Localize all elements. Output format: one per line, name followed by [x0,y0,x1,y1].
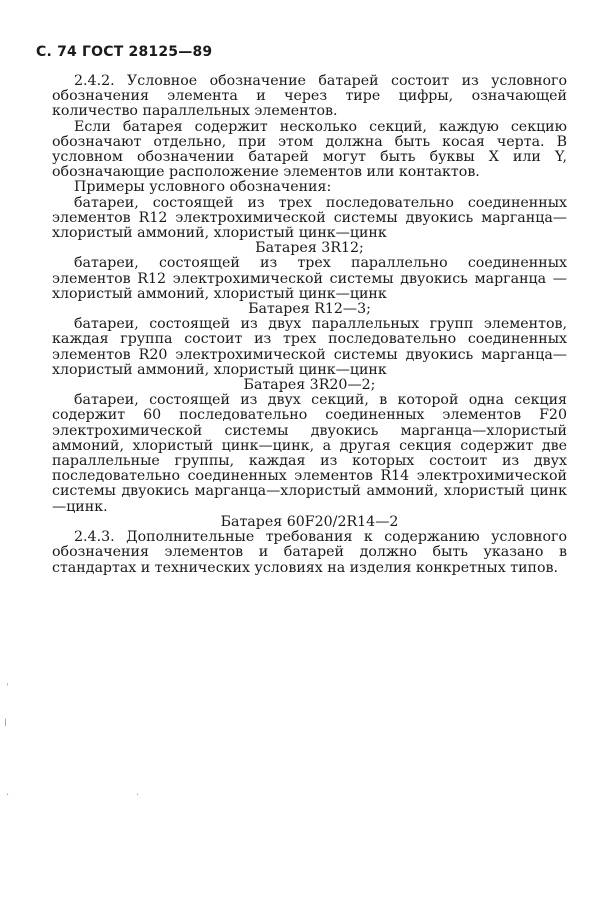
scan-mark: · [136,790,140,801]
document-body [52,74,567,576]
page-header: С. 74 ГОСТ 28125—89 [36,44,213,60]
paragraph-sections: Если батарея содержит несколько секций, каждую секцию обозначают отдельно, при этом должна быть косая черта. В условном обозначении батарей могут быть буквы X или Y, обозначающие расположение элементов или контактов. [52,118,567,181]
example-2-text: батареи, состоящей из трех параллельно соединенных элементов R12 электрохимической системы двуокись марганца — хлористый аммоний, хлористый цинк—цинк [52,255,567,302]
example-4-designation: Батарея 60F20/2R14—2 [220,513,399,530]
paragraph-2-4-2: 2.4.2. Условное обозначение батарей состоит из условного обозначения элемента и через тире цифры, означающей количество параллельных элементов. [52,73,567,120]
examples-heading: Примеры условного обозначения: [74,179,332,196]
example-2-designation: Батарея R12—3; [248,301,371,318]
paragraph-2-4-3: 2.4.3. Дополнительные требования к содержанию условного обозначения элементов и батарей должно быть указано в стандартах и технических условиях на изделия конкретных типов. [52,529,567,576]
scan-mark: · [6,790,10,801]
example-3-text: батареи, состоящей из двух параллельных групп элементов, каждая группа состоит из трех последовательно соединенных элементов R20 электрохимической системы двуокись марганца—хлористый аммоний, хлористый цинк—цинк [52,316,567,378]
scan-mark: ˌ [6,676,9,687]
example-1-text: батареи, состоящей из трех последовательно соединенных элементов R12 электрохимической системы двуокись марганца—хлористый аммоний, хлористый цинк—цинк [52,194,567,242]
example-4-text: батареи, состоящей из двух секций, в которой одна секция содержит 60 последовательно соединенных элементов F20 электрохимической системы двуокись марганца—хлористый аммоний, хлористый цинк—цинк, а другая секция содержит две параллельные группы, каждая из которых состоит из двух последовательно соединенных элементов R14 электрохимической системы двуокись марганца—хлористый аммоний, хлористый цинк—цинк. [52,392,567,515]
scan-mark: ǀ [4,718,7,729]
example-3-designation: Батарея 3R20—2; [243,377,376,394]
example-1-designation: Батарея 3R12; [255,240,364,257]
